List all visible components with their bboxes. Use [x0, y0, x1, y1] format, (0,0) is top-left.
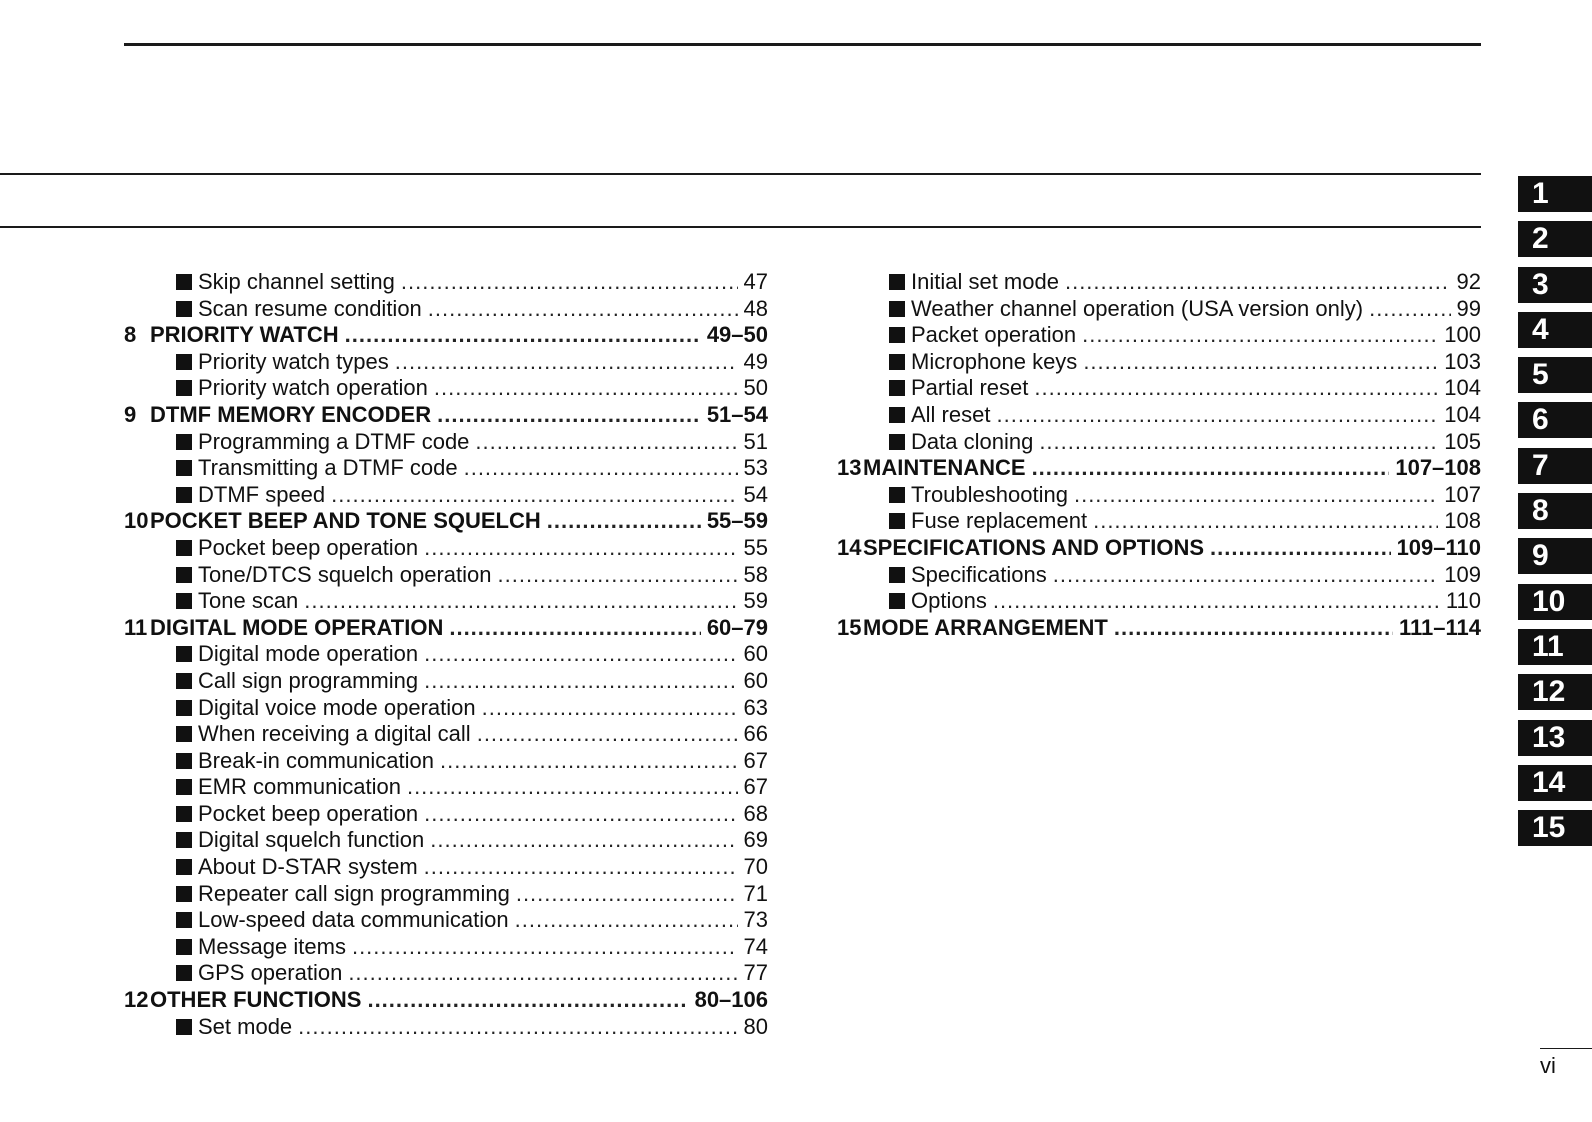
dot-leader: [434, 375, 738, 402]
dot-leader: [437, 402, 701, 429]
square-bullet-icon: [176, 567, 192, 583]
square-bullet-icon: [889, 487, 905, 503]
section-title: Transmitting a DTMF code: [198, 455, 458, 481]
square-bullet-icon: [176, 886, 192, 902]
chapter-number: 15: [837, 614, 862, 640]
page-reference: 54: [743, 481, 768, 507]
page-reference: 66: [743, 721, 768, 747]
toc-section-entry[interactable]: [837, 429, 1481, 456]
toc-section-entry[interactable]: [124, 801, 768, 828]
chapter-tab-10[interactable]: 10: [1518, 584, 1592, 620]
square-bullet-icon: [176, 540, 192, 556]
section-title: Data cloning: [911, 428, 1034, 454]
dot-leader: [449, 615, 700, 642]
page-reference: 104: [1444, 375, 1481, 401]
square-bullet-icon: [889, 567, 905, 583]
dot-leader: [440, 748, 738, 775]
chapter-title: DIGITAL MODE OPERATION: [150, 614, 444, 640]
toc-section-entry[interactable]: [124, 748, 768, 775]
toc-section-entry[interactable]: [124, 934, 768, 961]
square-bullet-icon: [176, 646, 192, 662]
page-reference: 48: [743, 295, 768, 321]
toc-right-column: [837, 269, 1481, 641]
section-title: When receiving a digital call: [198, 721, 471, 747]
toc-section-entry[interactable]: [124, 668, 768, 695]
chapter-title: POCKET BEEP AND TONE SQUELCH: [150, 508, 541, 534]
square-bullet-icon: [176, 939, 192, 955]
dot-leader: [1034, 375, 1438, 402]
square-bullet-icon: [176, 487, 192, 503]
toc-section-entry[interactable]: [837, 375, 1481, 402]
lower-rule: [0, 226, 1481, 228]
page-reference: 99: [1456, 295, 1481, 321]
chapter-tab-2[interactable]: 2: [1518, 221, 1592, 257]
section-title: Priority watch types: [198, 348, 389, 374]
chapter-number: 8: [124, 322, 137, 348]
folio-rule: [1540, 1048, 1592, 1049]
page-reference: 104: [1444, 401, 1481, 427]
page-reference: 110: [1445, 588, 1481, 614]
section-title: Skip channel setting: [198, 269, 395, 294]
toc-section-entry[interactable]: [124, 375, 768, 402]
page-reference: 69: [743, 827, 768, 853]
dot-leader: [547, 508, 701, 535]
toc-section-entry[interactable]: [124, 455, 768, 482]
square-bullet-icon: [889, 354, 905, 370]
section-title: Digital mode operation: [198, 641, 419, 667]
page-reference: 68: [743, 800, 768, 826]
square-bullet-icon: [889, 274, 905, 290]
dot-leader: [1065, 269, 1451, 296]
square-bullet-icon: [176, 593, 192, 609]
section-title: Fuse replacement: [911, 508, 1088, 534]
chapter-tab-9[interactable]: 9: [1518, 538, 1592, 574]
toc-section-entry[interactable]: [124, 1014, 768, 1041]
square-bullet-icon: [176, 806, 192, 822]
page-reference: 74: [743, 933, 768, 959]
dot-leader: [515, 907, 738, 934]
toc-section-entry[interactable]: [124, 827, 768, 854]
page-reference: 60: [743, 667, 768, 693]
dot-leader: [424, 668, 737, 695]
section-title: Message items: [198, 933, 346, 959]
chapter-tab-12[interactable]: 12: [1518, 674, 1592, 710]
chapter-tab-3[interactable]: 3: [1518, 267, 1592, 303]
square-bullet-icon: [889, 327, 905, 343]
toc-section-entry[interactable]: [837, 402, 1481, 429]
chapter-tab-15[interactable]: 15: [1518, 810, 1592, 846]
chapter-title: OTHER FUNCTIONS: [150, 987, 362, 1013]
toc-section-entry[interactable]: [124, 721, 768, 748]
page-reference: 105: [1444, 428, 1481, 454]
chapter-number: 10: [124, 508, 149, 534]
page-reference: 108: [1444, 508, 1481, 534]
page-reference: 71: [743, 880, 768, 906]
dot-leader: [298, 1014, 737, 1041]
page-reference: 100: [1444, 322, 1481, 348]
section-title: Call sign programming: [198, 667, 419, 693]
toc-section-entry[interactable]: [124, 562, 768, 589]
toc-section-entry[interactable]: [124, 588, 768, 615]
dot-leader: [482, 695, 738, 722]
page-reference: 49–50: [706, 322, 768, 348]
page-reference: 55: [743, 534, 768, 560]
dot-leader: [395, 349, 738, 376]
square-bullet-icon: [176, 274, 192, 290]
dot-leader: [345, 322, 701, 349]
toc-section-entry[interactable]: [124, 349, 768, 376]
toc-chapter-entry[interactable]: [124, 508, 768, 535]
dot-leader: [424, 801, 737, 828]
dot-leader: [407, 774, 738, 801]
square-bullet-icon: [176, 912, 192, 928]
page-reference: 53: [743, 455, 768, 481]
chapter-title: MODE ARRANGEMENT: [863, 614, 1108, 640]
chapter-tab-7[interactable]: 7: [1518, 448, 1592, 484]
page-reference: 55–59: [706, 508, 768, 534]
section-title: Digital voice mode operation: [198, 694, 476, 720]
toc-section-entry[interactable]: [837, 349, 1481, 376]
toc-chapter-entry[interactable]: [124, 322, 768, 349]
section-title: Repeater call sign programming: [198, 880, 510, 906]
chapter-title: MAINTENANCE: [863, 455, 1026, 481]
section-title: Initial set mode: [911, 269, 1059, 294]
square-bullet-icon: [176, 673, 192, 689]
dot-leader: [475, 429, 737, 456]
page-reference: 59: [743, 588, 768, 614]
square-bullet-icon: [889, 407, 905, 423]
square-bullet-icon: [176, 859, 192, 875]
dot-leader: [1083, 349, 1438, 376]
toc-section-entry[interactable]: [124, 482, 768, 509]
chapter-number: 13: [837, 455, 862, 481]
dot-leader: [1039, 429, 1438, 456]
dot-leader: [304, 588, 737, 615]
toc-section-entry[interactable]: [124, 429, 768, 456]
toc-section-entry[interactable]: [124, 269, 768, 296]
toc-section-entry[interactable]: [124, 854, 768, 881]
section-title: Tone/DTCS squelch operation: [198, 561, 492, 587]
page-reference: 60–79: [706, 614, 768, 640]
dot-leader: [424, 854, 738, 881]
square-bullet-icon: [889, 513, 905, 529]
section-title: Packet operation: [911, 322, 1077, 348]
toc-chapter-entry[interactable]: [124, 987, 768, 1014]
square-bullet-icon: [889, 380, 905, 396]
toc-left-column: [124, 269, 768, 1040]
page-reference: 80–106: [694, 987, 768, 1013]
chapter-tab-11[interactable]: 11: [1518, 629, 1592, 665]
chapter-tabs: [1518, 176, 1592, 855]
chapter-title: PRIORITY WATCH: [150, 322, 339, 348]
section-title: Set mode: [198, 1013, 293, 1039]
dot-leader: [428, 296, 738, 323]
dot-leader: [424, 535, 737, 562]
page-reference: 60: [743, 641, 768, 667]
square-bullet-icon: [176, 380, 192, 396]
square-bullet-icon: [176, 1019, 192, 1035]
page-reference: 107: [1444, 481, 1481, 507]
page-reference: 92: [1456, 269, 1481, 294]
square-bullet-icon: [889, 434, 905, 450]
section-title: Options: [911, 588, 987, 614]
section-title: Digital squelch function: [198, 827, 425, 853]
page-reference: 111–114: [1398, 614, 1481, 640]
page-reference: 58: [743, 561, 768, 587]
dot-leader: [1369, 296, 1450, 323]
upper-rule: [0, 173, 1481, 175]
dot-leader: [498, 562, 738, 589]
toc-section-entry[interactable]: [124, 535, 768, 562]
square-bullet-icon: [176, 354, 192, 370]
page-reference: 50: [743, 375, 768, 401]
square-bullet-icon: [176, 434, 192, 450]
chapter-tab-1[interactable]: 1: [1518, 176, 1592, 212]
section-title: About D-STAR system: [198, 854, 418, 880]
page-reference: 51: [743, 428, 768, 454]
toc-section-entry[interactable]: [124, 695, 768, 722]
chapter-tab-6[interactable]: 6: [1518, 402, 1592, 438]
dot-leader: [993, 588, 1440, 615]
dot-leader: [331, 482, 737, 509]
toc-section-entry[interactable]: [837, 508, 1481, 535]
dot-leader: [1210, 535, 1391, 562]
toc-section-entry[interactable]: [124, 774, 768, 801]
chapter-title: DTMF MEMORY ENCODER: [150, 401, 432, 427]
square-bullet-icon: [176, 726, 192, 742]
section-title: Pocket beep operation: [198, 800, 419, 826]
page-reference: 70: [743, 854, 768, 880]
page-reference: 49: [743, 348, 768, 374]
section-title: Specifications: [911, 561, 1047, 587]
page-reference: 47: [743, 269, 768, 294]
dot-leader: [1082, 322, 1438, 349]
chapter-number: 14: [837, 534, 862, 560]
toc-chapter-entry[interactable]: [837, 615, 1481, 642]
dot-leader: [1093, 508, 1438, 535]
dot-leader: [1114, 615, 1393, 642]
chapter-number: 12: [124, 987, 149, 1013]
chapter-tab-4[interactable]: 4: [1518, 312, 1592, 348]
dot-leader: [516, 881, 738, 908]
toc-section-entry[interactable]: [837, 562, 1481, 589]
dot-leader: [1032, 455, 1390, 482]
dot-leader: [996, 402, 1438, 429]
dot-leader: [430, 827, 737, 854]
toc-chapter-entry[interactable]: [837, 535, 1481, 562]
toc-section-entry[interactable]: [837, 482, 1481, 509]
square-bullet-icon: [176, 460, 192, 476]
page-reference: 77: [743, 960, 768, 986]
toc-section-entry[interactable]: [837, 269, 1481, 296]
dot-leader: [348, 960, 737, 987]
toc-section-entry[interactable]: [837, 296, 1481, 323]
square-bullet-icon: [176, 965, 192, 981]
section-title: Low-speed data communication: [198, 907, 509, 933]
toc-section-entry[interactable]: [837, 322, 1481, 349]
section-title: Partial reset: [911, 375, 1029, 401]
toc-chapter-entry[interactable]: [124, 402, 768, 429]
chapter-tab-8[interactable]: 8: [1518, 493, 1592, 529]
dot-leader: [352, 934, 738, 961]
square-bullet-icon: [889, 593, 905, 609]
section-title: Weather channel operation (USA version only): [911, 295, 1364, 321]
section-title: Tone scan: [198, 588, 299, 614]
page-reference: 73: [743, 907, 768, 933]
section-title: Pocket beep operation: [198, 534, 419, 560]
toc-section-entry[interactable]: [124, 296, 768, 323]
square-bullet-icon: [176, 779, 192, 795]
square-bullet-icon: [889, 301, 905, 317]
dot-leader: [424, 641, 737, 668]
chapter-tab-14[interactable]: 14: [1518, 765, 1592, 801]
toc-chapter-entry[interactable]: [837, 455, 1481, 482]
toc-section-entry[interactable]: [124, 641, 768, 668]
top-rule: [124, 43, 1481, 46]
square-bullet-icon: [176, 700, 192, 716]
dot-leader: [367, 987, 688, 1014]
chapter-number: 9: [124, 401, 137, 427]
section-title: Scan resume condition: [198, 295, 422, 321]
page-reference: 109–110: [1396, 534, 1481, 560]
dot-leader: [401, 269, 738, 296]
page-reference: 67: [743, 774, 768, 800]
toc-section-entry[interactable]: [837, 588, 1481, 615]
page-reference: 109: [1444, 561, 1481, 587]
dot-leader: [1053, 562, 1439, 589]
page-reference: 63: [743, 694, 768, 720]
square-bullet-icon: [176, 753, 192, 769]
chapter-title: SPECIFICATIONS AND OPTIONS: [863, 534, 1205, 560]
section-title: EMR communication: [198, 774, 401, 800]
page-reference: 80: [743, 1013, 768, 1039]
toc-section-entry[interactable]: [124, 907, 768, 934]
square-bullet-icon: [176, 832, 192, 848]
page-number: vi: [1540, 1053, 1556, 1078]
toc-chapter-entry[interactable]: [124, 615, 768, 642]
page-reference: 67: [743, 747, 768, 773]
page-reference: 51–54: [706, 401, 768, 427]
dot-leader: [464, 455, 738, 482]
section-title: GPS operation: [198, 960, 343, 986]
chapter-tab-5[interactable]: 5: [1518, 357, 1592, 393]
chapter-number: 11: [124, 614, 148, 640]
toc-section-entry[interactable]: [124, 960, 768, 987]
chapter-tab-13[interactable]: 13: [1518, 720, 1592, 756]
section-title: Break-in communication: [198, 747, 434, 773]
section-title: Microphone keys: [911, 348, 1078, 374]
toc-section-entry[interactable]: [124, 881, 768, 908]
section-title: DTMF speed: [198, 481, 326, 507]
page-reference: 107–108: [1395, 455, 1481, 481]
dot-leader: [477, 721, 738, 748]
page-reference: 103: [1444, 348, 1481, 374]
dot-leader: [1074, 482, 1438, 509]
section-title: All reset: [911, 401, 991, 427]
square-bullet-icon: [176, 301, 192, 317]
section-title: Programming a DTMF code: [198, 428, 470, 454]
section-title: Troubleshooting: [911, 481, 1068, 507]
section-title: Priority watch operation: [198, 375, 428, 401]
